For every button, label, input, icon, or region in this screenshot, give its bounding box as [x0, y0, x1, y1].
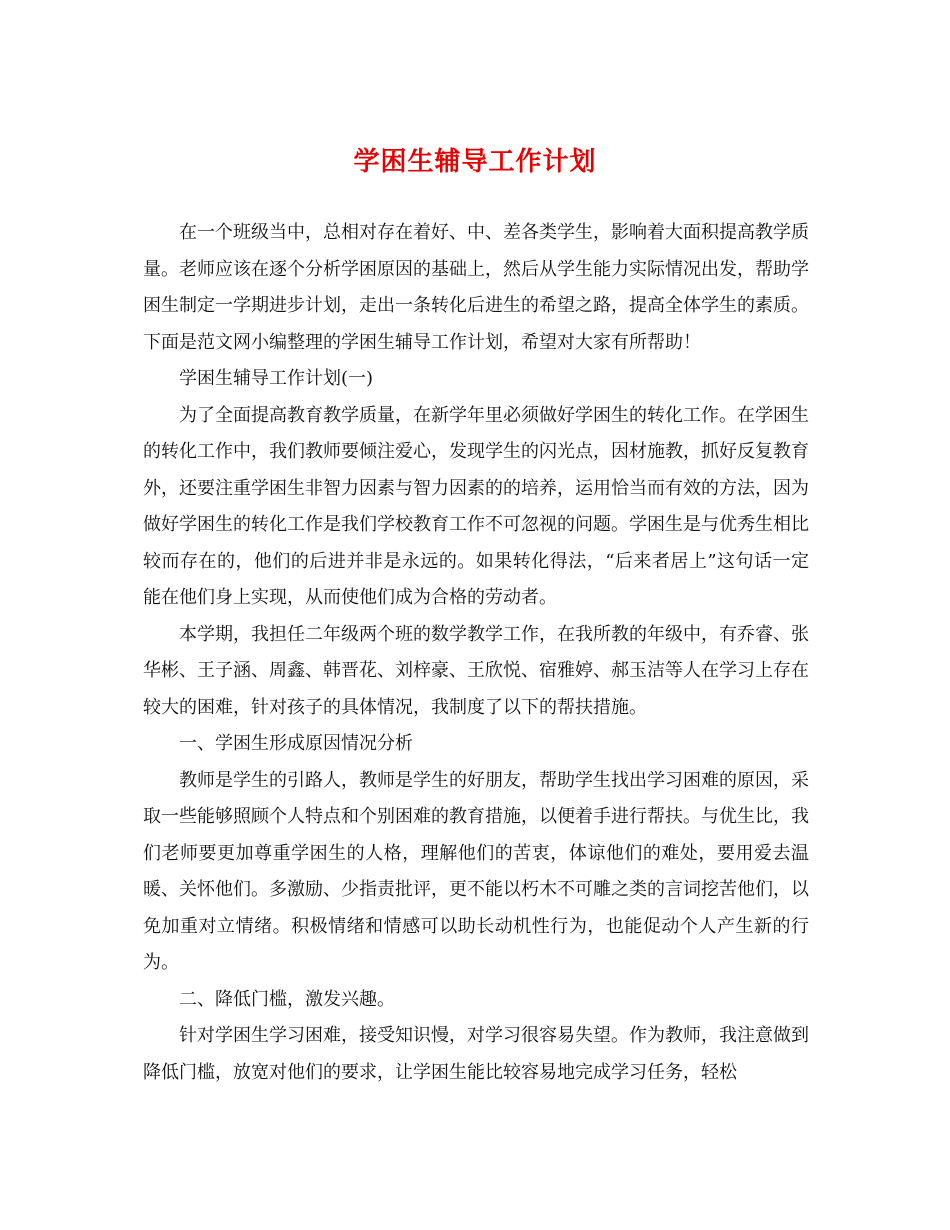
paragraph-lower-threshold: 针对学困生学习困难，接受知识慢，对学习很容易失望。作为教师，我注意做到降低门槛，放宽对他们的要求，让学困生能比较容易地完成学习任务，轻松	[143, 1025, 809, 1083]
section-heading-plan-one: 学困生辅导工作计划(一)	[179, 368, 374, 389]
section-heading-cause-analysis: 一、学困生形成原因情况分析	[179, 733, 413, 754]
document-title: 学困生辅导工作计划	[353, 147, 597, 177]
paragraph-semester-students: 本学期，我担任二年级两个班的数学教学工作，在我所教的年级中，有乔睿、张华彬、王子涵、周鑫、韩晋花、刘梓豪、王欣悦、宿雅婷、郝玉洁等人在学习上存在较大的困难，针对孩子的具体情况，我制度了以下的帮扶措施。	[143, 623, 809, 718]
paragraph-intro: 在一个班级当中，总相对存在着好、中、差各类学生，影响着大面积提高教学质量。老师应该在逐个分析学困原因的基础上，然后从学生能力实际情况出发，帮助学困生制定一学期进步计划，走出一条转化后进生的希望之路，提高全体学生的素质。下面是范文网小编整理的学困生辅导工作计划，希望对大家有所帮助！	[143, 222, 809, 353]
document-body	[143, 215, 809, 1091]
paragraph-cause-analysis: 教师是学生的引路人，教师是学生的好朋友，帮助学生找出学习困难的原因，采取一些能够照顾个人特点和个别困难的教育措施，以便着手进行帮扶。与优生比，我们老师要更加尊重学困生的人格，理解他们的苦衷，体谅他们的难处，要用爱去温暖、关怀他们。多激励、少指责批评，更不能以朽木不可雕之类的言词挖苦他们，以免加重对立情绪。积极情绪和情感可以助长动机性行为，也能促动个人产生新的行为。	[143, 769, 809, 973]
paragraph-plan-one-purpose: 为了全面提高教育教学质量，在新学年里必须做好学困生的转化工作。在学困生的转化工作中，我们教师要倾注爱心，发现学生的闪光点，因材施教，抓好反复教育外，还要注重学困生非智力因素与智力因素的的培养，运用恰当而有效的方法，因为做好学困生的转化工作是我们学校教育工作不可忽视的问题。学困生是与优秀生相比较而存在的，他们的后进并非是永远的。如果转化得法，“后来者居上”这句话一定能在他们身上实现，从而使他们成为合格的劳动者。	[143, 404, 809, 608]
section-heading-lower-threshold: 二、降低门槛，激发兴趣。	[179, 988, 395, 1010]
